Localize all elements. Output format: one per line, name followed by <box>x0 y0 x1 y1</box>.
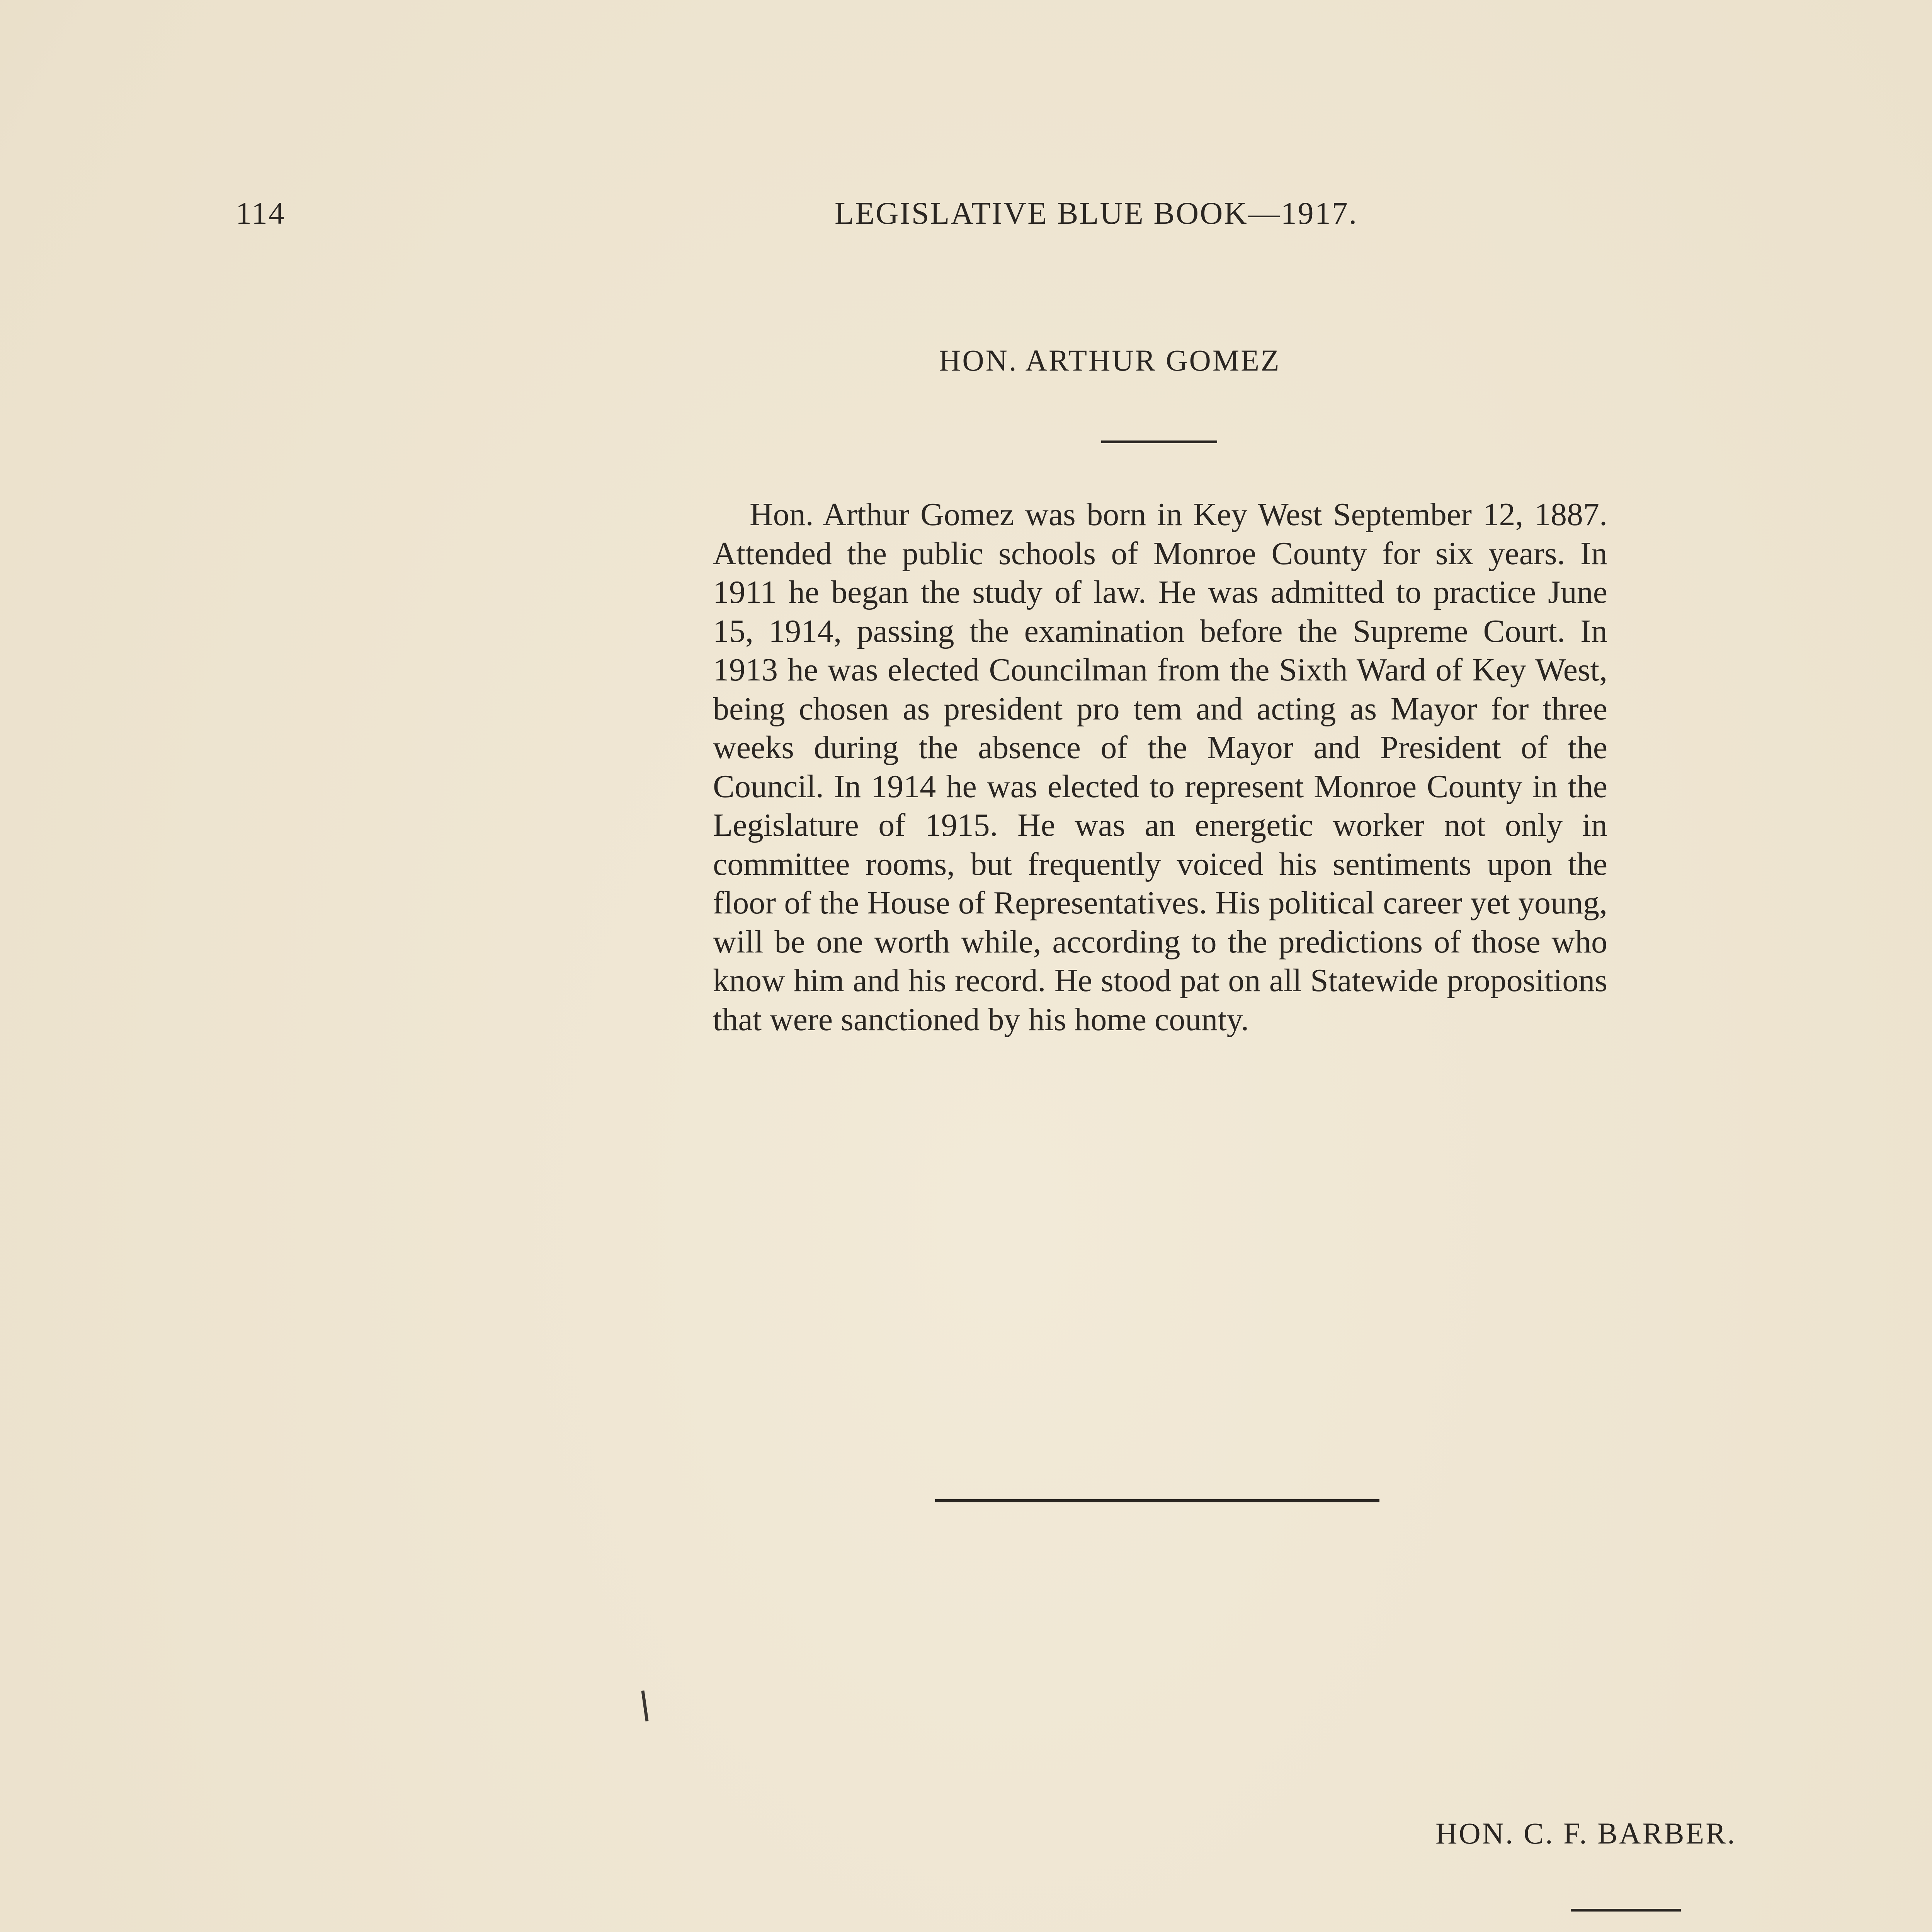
gomez-paragraph: Hon. Arthur Gomez was born in Key West September 12, 1887. Attended the public schools of Monroe County for six years. In 1911 he began the study of law. He was admitted to practice June 15, 1914, passing the examination before the Supreme Court. In 1913 he was elected Councilman from the Sixth Ward of Key West, being chosen as president pro tem and acting as Mayor for three weeks during the absence of the Mayor and President of the Council. In 1914 he was elected to represent Monroe County in the Legislature of 1915. He was an energetic worker not only in committee rooms, but frequently voiced his sentiments upon the floor of the House of Representatives. His political career yet young, will be one worth while, according to the predictions of those who know him and his record. He stood pat on all Statewide propositions that were sanctioned by his home county. <box>713 497 1607 1037</box>
gomez-biography <box>713 495 1607 1039</box>
gomez-section-title: HON. ARTHUR GOMEZ <box>939 344 1281 377</box>
page-header <box>236 195 1932 238</box>
running-title: LEGISLATIVE BLUE BOOK—1917. <box>835 196 1358 231</box>
page-number: 114 <box>236 196 286 231</box>
barber-section-title: HON. C. F. BARBER. <box>1435 1816 1736 1850</box>
section-divider-rule <box>935 1499 1379 1502</box>
gomez-title-rule <box>1101 440 1217 443</box>
print-mark <box>641 1690 648 1721</box>
barber-title-rule <box>1571 1909 1681 1912</box>
